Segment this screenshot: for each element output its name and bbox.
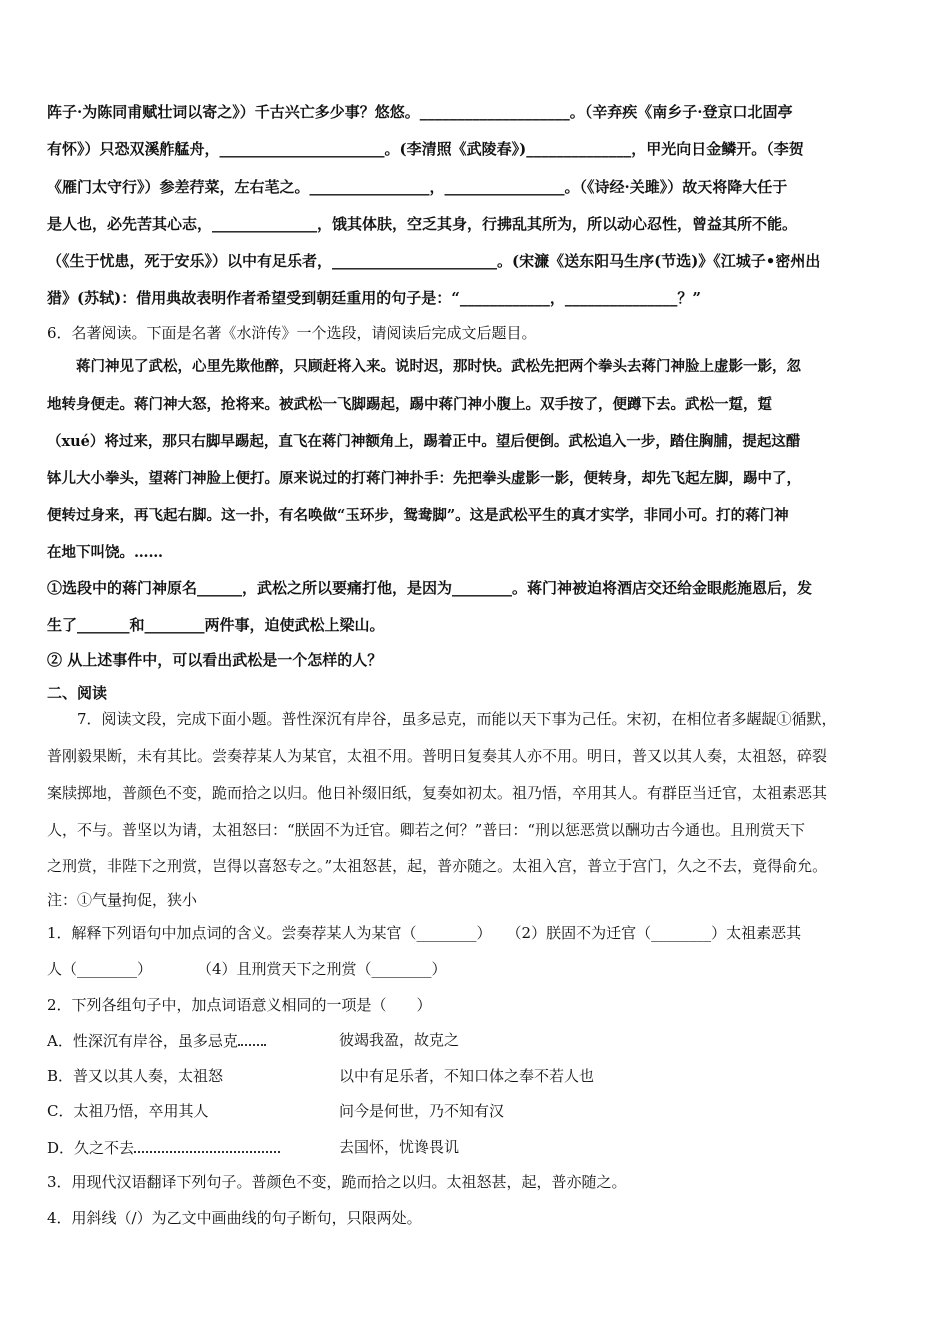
- passage-line-2: 普刚毅果断，未有其比。尝奏荐某人为某官，太祖不用。普明日复奏其人亦不用。明日，普又以其人奏，太祖怒，碎裂: [47, 747, 828, 765]
- passage-line-5: 之刑赏，非陛下之刑赏，岂得以喜怒专之。”太祖怒甚，起，普亦随之。太祖入宫，普立于宫门，久之不去，竟得俞允。: [47, 857, 828, 875]
- option-b: [47, 1066, 595, 1086]
- poetry-line-6: 猎》(苏轼)：借用典故表明作者希望受到朝廷重用的句子是：“____________，_______________？”: [47, 289, 701, 307]
- question-7-1-line-2: 人（________） （4）且刑赏天下之刑赏（________）: [47, 960, 447, 978]
- option-c: [47, 1101, 505, 1121]
- passage-line-1: 7．阅读文段，完成下面小题。普性深沉有岸谷，虽多忌克，而能以天下事为己任。宋初，在相位者多龌龊①循默，: [47, 710, 837, 728]
- option-c-right: 问今是何世，乃不知有汉: [339, 1102, 505, 1120]
- poetry-line-5: （《生于忧患，死于安乐》）以中有足乐者，______________________。(宋濂《送东阳马生序(节选)》《江城子•密州出: [47, 252, 821, 270]
- question-6-part-2: ② 从上述事件中，可以看出武松是一个怎样的人？: [47, 651, 383, 669]
- question-7-3: 3．用现代汉语翻译下列句子。普颜色不变，跪而拾之以归。太祖怒甚，起，普亦随之。: [47, 1173, 627, 1191]
- option-a-left: A．性深沉有岸谷，虽多忌克: [47, 1032, 238, 1050]
- option-b-left: B．普又以其人奏，太祖怒: [47, 1067, 224, 1085]
- question-7-4: 4．用斜线（/）为乙文中画曲线的句子断句，只限两处。: [47, 1209, 422, 1227]
- excerpt-line-5: 便转过身来，再飞起右脚。这一扑，有名唤做“玉环步，鸳鸯脚”。这是武松平生的真才实学，非同小可。打的蒋门神: [47, 507, 789, 524]
- option-c-left: C．太祖乃悟，卒用其人: [47, 1102, 209, 1120]
- question-6-heading: 6．名著阅读。下面是名著《水浒传》一个选段，请阅读后完成文后题目。: [47, 324, 537, 342]
- poetry-line-1: 阵子·为陈同甫赋壮词以寄之》）千古兴亡多少事？悠悠。____________________。（辛弃疾《南乡子·登京口北固亭: [47, 103, 793, 121]
- question-7-1-line-1: 1．解释下列语句中加点词的含义。尝奏荐某人为某官（________） （2）朕固不为迁官（________）太祖素恶其: [47, 924, 802, 942]
- question-7-2: 2．下列各组句子中，加点词语意义相同的一项是（ ）: [47, 996, 432, 1014]
- option-a-right: 彼竭我盈，故克之: [339, 1031, 460, 1049]
- excerpt-line-4: 钵儿大小拳头，望蒋门神脸上便打。原来说过的打蒋门神扑手：先把拳头虚影一影，便转身，却先飞起左脚，踢中了，: [47, 470, 801, 487]
- emphasis-dots: [238, 1030, 266, 1046]
- option-b-right: 以中有足乐者，不知口体之奉不若人也: [339, 1067, 595, 1085]
- option-d-left: D．久之不去: [47, 1139, 135, 1157]
- section-heading-reading: 二、阅读: [47, 684, 108, 702]
- option-a: [47, 1030, 460, 1051]
- option-d-right: 去国怀，忧谗畏讥: [339, 1138, 460, 1156]
- excerpt-line-6: 在地下叫饶。……: [47, 544, 163, 561]
- option-d: [47, 1137, 460, 1158]
- poetry-line-3: 《雁门太守行》）参差荇菜，左右芼之。________________，________________。（《诗经·关雎》）故天将降大任于: [47, 178, 788, 196]
- excerpt-line-1: 蒋门神见了武松，心里先欺他醉，只顾赶将入来。说时迟，那时快。武松先把两个拳头去蒋门神脸上虚影一影，忽: [47, 358, 801, 375]
- passage-line-4: 人，不与。普坚以为请，太祖怒曰：“朕固不为迁官。卿若之何？”普曰：“刑以惩恶赏以酬功古今通也。且刑赏天下: [47, 821, 806, 839]
- question-6-part-1-line-1: ①选段中的蒋门神原名______，武松之所以要痛打他，是因为________。蒋门神被迫将酒店交还给金眼彪施恩后，发: [47, 579, 813, 597]
- excerpt-line-3: （xué）将过来，那只右脚早踢起，直飞在蒋门神额角上，踢着正中。望后便倒。武松追入一步，踏住胸脯，提起这醋: [47, 433, 801, 450]
- footnote: 注：①气量拘促，狭小: [47, 891, 198, 909]
- poetry-line-2: 有怀》）只恐双溪舴艋舟，______________________。(李清照《武陵春》)______________，甲光向日金鳞开。（李贺: [47, 140, 804, 158]
- passage-line-3: 案牍掷地，普颜色不变，跪而拾之以归。他日补缀旧纸，复奏如初太。祖乃悟，卒用其人。有群臣当迁官，太祖素恶其: [47, 784, 828, 802]
- emphasis-dots: [134, 1137, 280, 1153]
- excerpt-line-2: 地转身便走。蒋门神大怒，抢将来。被武松一飞脚踢起，踢中蒋门神小腹上。双手按了，便蹲下去。武松一踅，踅: [47, 396, 772, 413]
- question-6-part-1-line-2: 生了_______和________两件事，迫使武松上梁山。: [47, 616, 385, 634]
- poetry-line-4: 是人也，必先苦其心志，______________，饿其体肤，空乏其身，行拂乱其所为，所以动心忍性，曾益其所不能。: [47, 215, 798, 233]
